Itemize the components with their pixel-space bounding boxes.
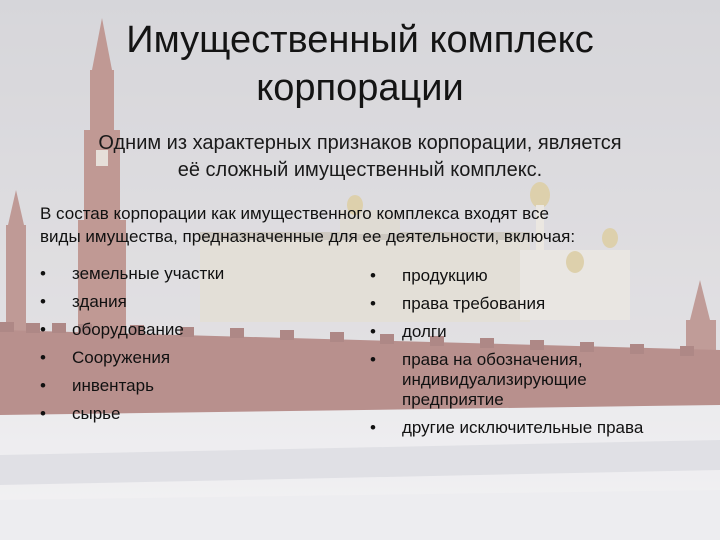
list-item	[370, 266, 670, 286]
intro-text	[40, 202, 700, 248]
bullet-icon: •	[40, 320, 46, 339]
list-item-label: инвентарь	[72, 376, 154, 395]
list-item-label: здания	[72, 292, 127, 311]
slide-title-line-2: корпорации	[256, 67, 464, 109]
slide-subtitle-line-2: её сложный имущественный комплекс.	[177, 159, 543, 181]
bullet-icon: •	[370, 418, 376, 437]
bullet-icon: •	[370, 266, 376, 285]
list-item	[370, 294, 670, 314]
bullet-icon: •	[40, 292, 46, 311]
slide-subtitle-line-1: Одним из характерных признаков корпорации, является	[98, 132, 622, 154]
list-item-label: другие исключительные права	[402, 418, 644, 437]
list-item	[40, 320, 340, 340]
bullet-icon: •	[40, 348, 46, 367]
property-list-right	[370, 266, 670, 446]
list-item-label: права требования	[402, 294, 546, 313]
list-item	[370, 322, 670, 342]
bullet-icon: •	[370, 350, 376, 369]
list-item	[370, 350, 670, 410]
list-item-label: права на обозначения, индивидуализирующие предприятие	[402, 350, 587, 409]
slide-subtitle	[30, 130, 690, 184]
list-item-label: долги	[402, 322, 447, 341]
bullet-icon: •	[40, 264, 46, 283]
bullet-icon: •	[370, 322, 376, 341]
list-item	[40, 404, 340, 424]
list-item-label: земельные участки	[72, 264, 225, 283]
intro-text-line-2: виды имущества, предназначенные для ее деятельности, включая:	[40, 227, 576, 246]
intro-text-line-1: В состав корпорации как имущественного комплекса входят все	[40, 204, 549, 223]
list-item-label: сырье	[72, 404, 121, 423]
list-item	[370, 418, 670, 438]
list-item-label: оборудование	[72, 320, 184, 339]
list-item	[40, 348, 340, 368]
bullet-icon: •	[40, 404, 46, 423]
list-item-label: Сооружения	[72, 348, 171, 367]
slide-title-line-1: Имущественный комплекс	[126, 19, 594, 61]
property-list-left	[40, 264, 340, 432]
list-item	[40, 376, 340, 396]
list-item	[40, 292, 340, 312]
slide-title	[60, 16, 660, 112]
list-item-label: продукцию	[402, 266, 488, 285]
bullet-icon: •	[370, 294, 376, 313]
list-item	[40, 264, 340, 284]
bullet-icon: •	[40, 376, 46, 395]
